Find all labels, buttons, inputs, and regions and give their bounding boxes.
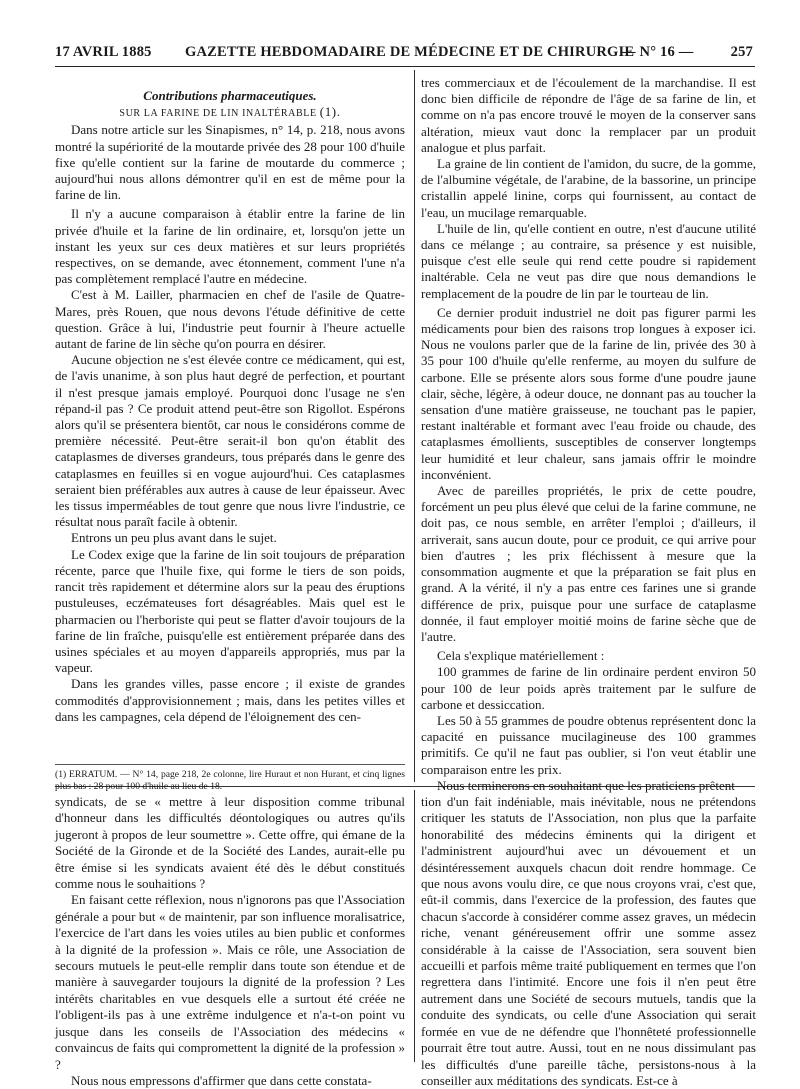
paragraph: Le Codex exige que la farine de lin soit toujours de préparation récente, parce que l'huile fixe, qui forme le tiers de son poids, rancit très rapidement et détermine alors sur la peau des éruptions pustuleuses, eczémateuses fort désagréables. Mais quel est le pharmacien ou l'herboriste qui peut se flatter d'avoir toujours de la farine de lin fraîche, puisqu'elle est entièrement préparée dans des usines spéciales et au moyen d'appareils appropriés, mus par la vapeur.: [55, 546, 405, 676]
issue-number: — N° 16 —: [621, 44, 694, 60]
issue-date: 17 AVRIL 1885: [55, 44, 152, 60]
journal-title: GAZETTE HEBDOMADAIRE DE MÉDECINE ET DE CHIRURGIE: [185, 44, 635, 60]
paragraph: Avec de pareilles propriétés, le prix de cette poudre, forcément un peu plus élevé que celui de la farine commune, ne doit pas, ce nous semble, en arrêter l'emploi ; d'ailleurs, il arriverait, sans aucun doute, pour ce produit, ce qui arrive pour bien d'autres ; les prix fléchissent à mesure que la consommation augmente et que la préparation se fait plus en grand. A la vérité, il n'y a pas entre ces farines une si grande différence de prix, puisque pour une surface de cataplasme donnée, il faut employer moitié moins de farine sèche que de l'autre.: [421, 483, 756, 644]
paragraph: Il n'y a aucune comparaison à établir entre la farine de lin privée d'huile et la farine de lin ordinaire, et, lorsqu'on jette un instant les yeux sur ces deux matières et sur leurs propriétés respectives, on se demande, avec étonnement, comment l'une n'a pas complètement remplacé l'autre en médecine.: [55, 206, 405, 287]
paragraph: Ce dernier produit industriel ne doit pas figurer parmi les médicaments pour bien des raisons trop longues à exposer ici. Nous ne voulons parler que de la farine de lin, privée des 30 à 35 pour 100 d'huile qu'elle renferme, au moyen du sulfure de carbone. Elle se présente alors sous forme d'une poudre jaune clair, sèche, légère, à odeur douce, ne donnant pas au toucher la sensation d'une matière graisseuse, ne touchant pas le papier, restant inaltérable et formant avec l'eau froide ou chaude, des cataplasmes émollients, susceptibles de conserver longtemps leur humidité et leur chaleur, sans jamais offrir le moindre inconvénient.: [421, 304, 756, 482]
column-1: [55, 88, 405, 725]
paragraph: 100 grammes de farine de lin ordinaire perdent environ 50 pour 100 de leur poids après traitement par le sulfure de carbone et dessiccation.: [421, 664, 756, 712]
article-subtitle: SUR LA FARINE DE LIN INALTÉRABLE (1).: [119, 104, 341, 120]
paragraph: La graine de lin contient de l'amidon, du sucre, de la gomme, de l'albumine végétale, de l'arabine, de la bassorine, un principe cristallin appelé linine, corps qui fournissent, au contact de l'eau, un mucilage remarquable.: [421, 156, 756, 220]
column-divider-bottom: [414, 790, 415, 1062]
page-number: 257: [730, 44, 753, 60]
paragraph: Nous terminerons en souhaitant que les praticiens prêtent: [437, 777, 735, 793]
footnote: (1) ERRATUM. — N° 14, page 218, 2e colonne, lire Huraut et non Hurant, et cinq lignes plus bas : 28 pour 100 d'huile au lieu de 18.: [55, 764, 405, 793]
column-3: [55, 794, 405, 1089]
running-header: [55, 44, 755, 67]
column-2: [421, 75, 756, 794]
paragraph: Cela s'explique matériellement :: [437, 648, 605, 664]
paragraph: En faisant cette réflexion, nous n'ignorons pas que l'Association générale a pour but « de maintenir, par son influence moralisatrice, l'exercice de l'art dans les voies utiles au bien public et conformes à la dignité de la profession ». Mais ce rôle, une Association de secours mutuels le peut-elle remplir dans toute son étendue et de manière à sauvegarder toujours la dignité de la profession ? Les intérêts charitables en vue desquels elle a surtout été créée ne l'obligent-ils pas à une extrême indulgence et n'a-t-on point vu jusque dans les conseils de l'Association des médecins « convaincus de faits qui compromettent la dignité de la profession » ?: [55, 892, 405, 1072]
section-title: Contributions pharmaceutiques.: [143, 88, 317, 103]
paragraph: tion d'un fait indéniable, mais inévitable, nous ne prétendons critiquer les statuts de l'Association, non plus que la parfaite honorabilité des médecins éminents qui la dirigent et l'administrent aujourd'hui avec un dévouement et un désintéressement auxquels chacun doit rendre hommage. Ce que nous avons voulu dire, ce que nous croyons vrai, c'est que, eût-il commis, dans l'exercice de la profession, des fautes que chacun s'accorde à considérer comme assez graves, un médecin riche, venant généreusement offrir une somme assez considérable à la caisse de l'Association, sera souvent bien accueilli et parfois même traité publiquement en termes que l'on regrettera dans l'intimité. Encore une fois il n'en peut être autrement dans une Société de secours mutuels, tandis que la conduite des syndicats, ou celle d'une Association qui serait formée en vue de ne défendre que l'honnêteté professionnelle pourrait être tout autre. Aussi, tout en ne nous dissimulant pas les difficultés d'une pareille tâche, persistons-nous à la conseiller aux méditations des syndicats. Est-ce à: [421, 794, 756, 1088]
paragraph: Les 50 à 55 grammes de poudre obtenus représentent donc la capacité en puissance mucilagineuse des 100 grammes primitifs. Ce qu'il ne faut pas oublier, si l'on veut établir une comparaison entre les prix.: [421, 712, 756, 777]
column-divider-top: [414, 70, 415, 782]
paragraph: Dans notre article sur les Sinapismes, n° 14, p. 218, nous avons montré la supériorité de la moutarde privée des 28 pour 100 d'huile fixe qu'elle contient sur la farine de moutarde du commerce ; aujourd'hui nous allons démontrer qu'il en est de même pour la farine de lin.: [55, 122, 405, 203]
footnote-marker: (1).: [319, 104, 341, 120]
paragraph: Nous nous empressons d'affirmer que dans cette constata-: [71, 1072, 372, 1088]
paragraph: Entrons un peu plus avant dans le sujet.: [71, 530, 277, 546]
paragraph: syndicats, de se « mettre à leur disposition comme tribunal d'honneur dans les difficultés déontologiques ou autres qu'ils jugeront à propos de leur soumettre ». Cette offre, qui émane de la Société de la Gironde et de la Société des Landes, aurait-elle pu être émise si les syndicats avaient été dès le début constitués comme nous le souhaitions ?: [55, 794, 405, 892]
paragraph: L'huile de lin, qu'elle contient en outre, n'est d'aucune utilité dans ce mélange ; au contraire, sa présence y est nuisible, puisque c'est elle seule qui rend cette poudre si rapidement inaltérable. Cela ne veut pas dire que nous demandions le remplacement de la poudre de lin par le tourteau de lin.: [421, 220, 756, 301]
paragraph: tres commerciaux et de l'écoulement de la marchandise. Il est donc bien difficile de répondre de l'âge de sa farine de lin, et comme on n'a pas encore trouvé le moyen de la conserver sans altération, mieux vaut donc la remplacer par un produit analogue et plus parfait.: [421, 75, 756, 155]
paragraph: Dans les grandes villes, passe encore ; il existe de grandes commodités d'approvisionnement ; mais, dans les petites villes et dans les campagnes, cela dépend de l'éloignement des cen-: [55, 676, 405, 724]
paragraph: C'est à M. Lailler, pharmacien en chef de l'asile de Quatre-Mares, près Rouen, que nous devons l'étude définitive de cette question. Grâce à lui, l'industrie peut fournir à l'heure actuelle autant de farine de lin sèche qu'on pourra en désirer.: [55, 287, 405, 352]
paragraph: Aucune objection ne s'est élevée contre ce médicament, qui est, de l'avis unanime, à son plus haut degré de perfection, et pourtant il n'est presque jamais employé. Pourquoi donc l'usage ne s'en répand-il pas ? Ce produit attend peut-être son Rigollot. Espérons alors qu'il se présentera bientôt, car nous le considérons comme de première nécessité. Peut-être serait-il bon qu'on établit des cataplasmes de diverses grandeurs, tous préparés dans le genre des cataplasmes en feuilles si en vogue aujourd'hui. Ces cataplasmes seraient bien préférables aux autres à cause de leur épaisseur. Avec les tissus imperméables de tout genre que nous livre l'industrie, ce résultat nous paraît facile à obtenir.: [55, 352, 405, 530]
column-4: [421, 794, 756, 1089]
